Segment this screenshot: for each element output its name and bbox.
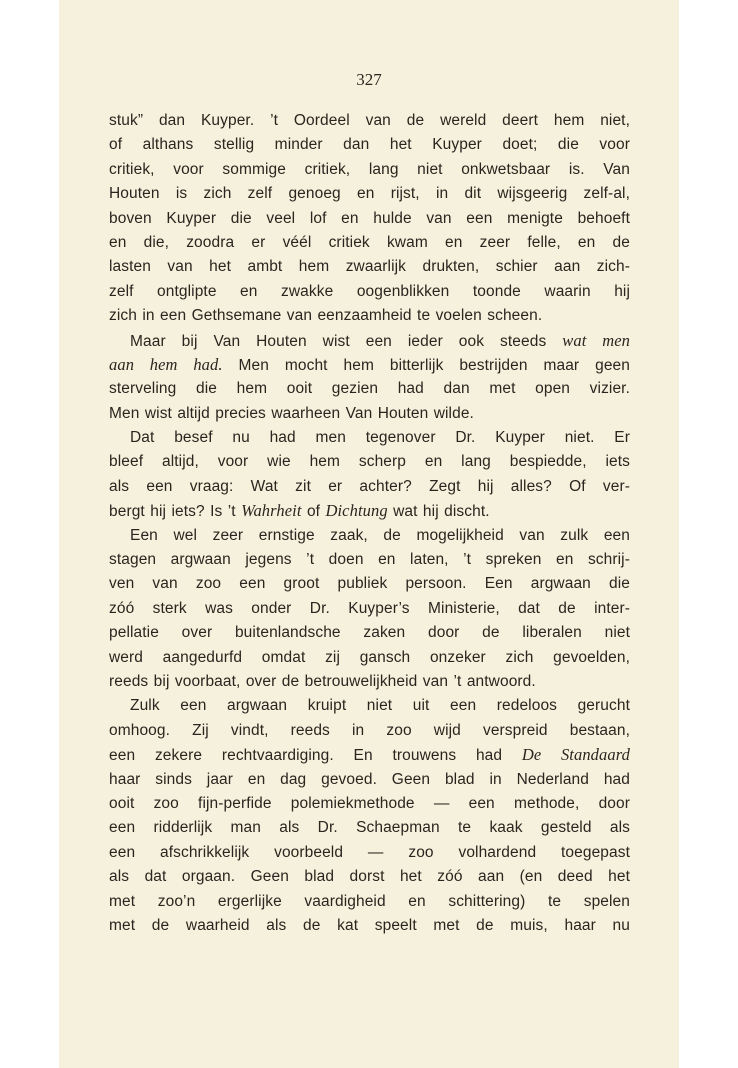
text-line: ooit zoo fijn-perfide polemiekmethode — een methode, door: [109, 794, 630, 812]
text-line: zóó sterk was onder Dr. Kuyper’s Ministerie, dat de inter-: [109, 599, 630, 617]
text-line: ven van zoo een groot publiek persoon. Een argwaan die: [109, 575, 630, 593]
text-line: en die, zoodra er véél critiek kwam en zeer felle, en de: [109, 233, 630, 251]
text-line: zich in een Gethsemane van eenzaamheid te voelen scheen.: [109, 307, 543, 325]
text-line: Een wel zeer ernstige zaak, de mogelijkheid van zulk een: [130, 526, 630, 544]
book-page: [59, 0, 679, 1068]
text-line: een zekere rechtvaardiging. En trouwens had De Standaard: [109, 745, 630, 765]
text-line: sterveling die hem ooit gezien had dan met open vizier.: [109, 380, 630, 398]
text-line: omhoog. Zij vindt, reeds in zoo wijd verspreid bestaan,: [109, 721, 630, 739]
text-line: lasten van het ambt hem zwaarlijk drukten, schier aan zich-: [109, 258, 630, 276]
text-line: stagen argwaan jegens ’t doen en laten, ’t spreken en schrij-: [109, 551, 630, 569]
text-line: met zoo’n ergerlijke vaardigheid en schittering) te spelen: [109, 892, 630, 910]
text-line: Zulk een argwaan kruipt niet uit een redeloos gerucht: [130, 697, 630, 715]
text-line: boven Kuyper die veel lof en hulde van een menigte behoeft: [109, 209, 630, 227]
text-line: Maar bij Van Houten wist een ieder ook steeds wat men: [130, 330, 630, 350]
text-line: een afschrikkelijk voorbeeld — zoo volhardend toegepast: [109, 843, 630, 861]
text-line: zelf ontglipte en zwakke oogenblikken toonde waarin hij: [109, 282, 630, 300]
text-line: bergt hij iets? Is ’t Wahrheit of Dichtung wat hij discht.: [109, 501, 490, 521]
text-line: werd aangedurfd omdat zij gansch onzeker zich gevoelden,: [109, 648, 630, 666]
text-line: haar sinds jaar en dag gevoed. Geen blad in Nederland had: [109, 770, 630, 788]
text-line: aan hem had. Men mocht hem bitterlijk bestrijden maar geen: [109, 354, 630, 374]
text-line: Dat besef nu had men tegenover Dr. Kuyper niet. Er: [130, 429, 630, 447]
text-line: bleef altijd, voor wie hem scherp en lang bespiedde, iets: [109, 453, 630, 471]
page-number: 327: [356, 70, 382, 89]
text-line: reeds bij voorbaat, over de betrouwelijkheid van ’t antwoord.: [109, 672, 536, 690]
text-line: critiek, voor sommige critiek, lang niet onkwetsbaar is. Van: [109, 160, 630, 178]
body-text: [109, 109, 630, 938]
text-line: Houten is zich zelf genoeg en rijst, in dit wijsgeerig zelf-al,: [109, 185, 630, 203]
text-line: pellatie over buitenlandsche zaken door de liberalen niet: [109, 624, 630, 642]
text-line: stuk” dan Kuyper. ’t Oordeel van de wereld deert hem niet,: [109, 112, 630, 129]
text-line: met de waarheid als de kat speelt met de muis, haar nu: [109, 916, 630, 934]
text-line: een ridderlijk man als Dr. Schaepman te kaak gesteld als: [109, 819, 630, 837]
text-line: Men wist altijd precies waarheen Van Houten wilde.: [109, 404, 474, 422]
text-line: of althans stellig minder dan het Kuyper doet; die voor: [109, 136, 630, 154]
text-line: als een vraag: Wat zit er achter? Zegt hij alles? Of ver-: [109, 477, 630, 495]
text-line: als dat orgaan. Geen blad dorst het zóó aan (en deed het: [109, 868, 630, 886]
